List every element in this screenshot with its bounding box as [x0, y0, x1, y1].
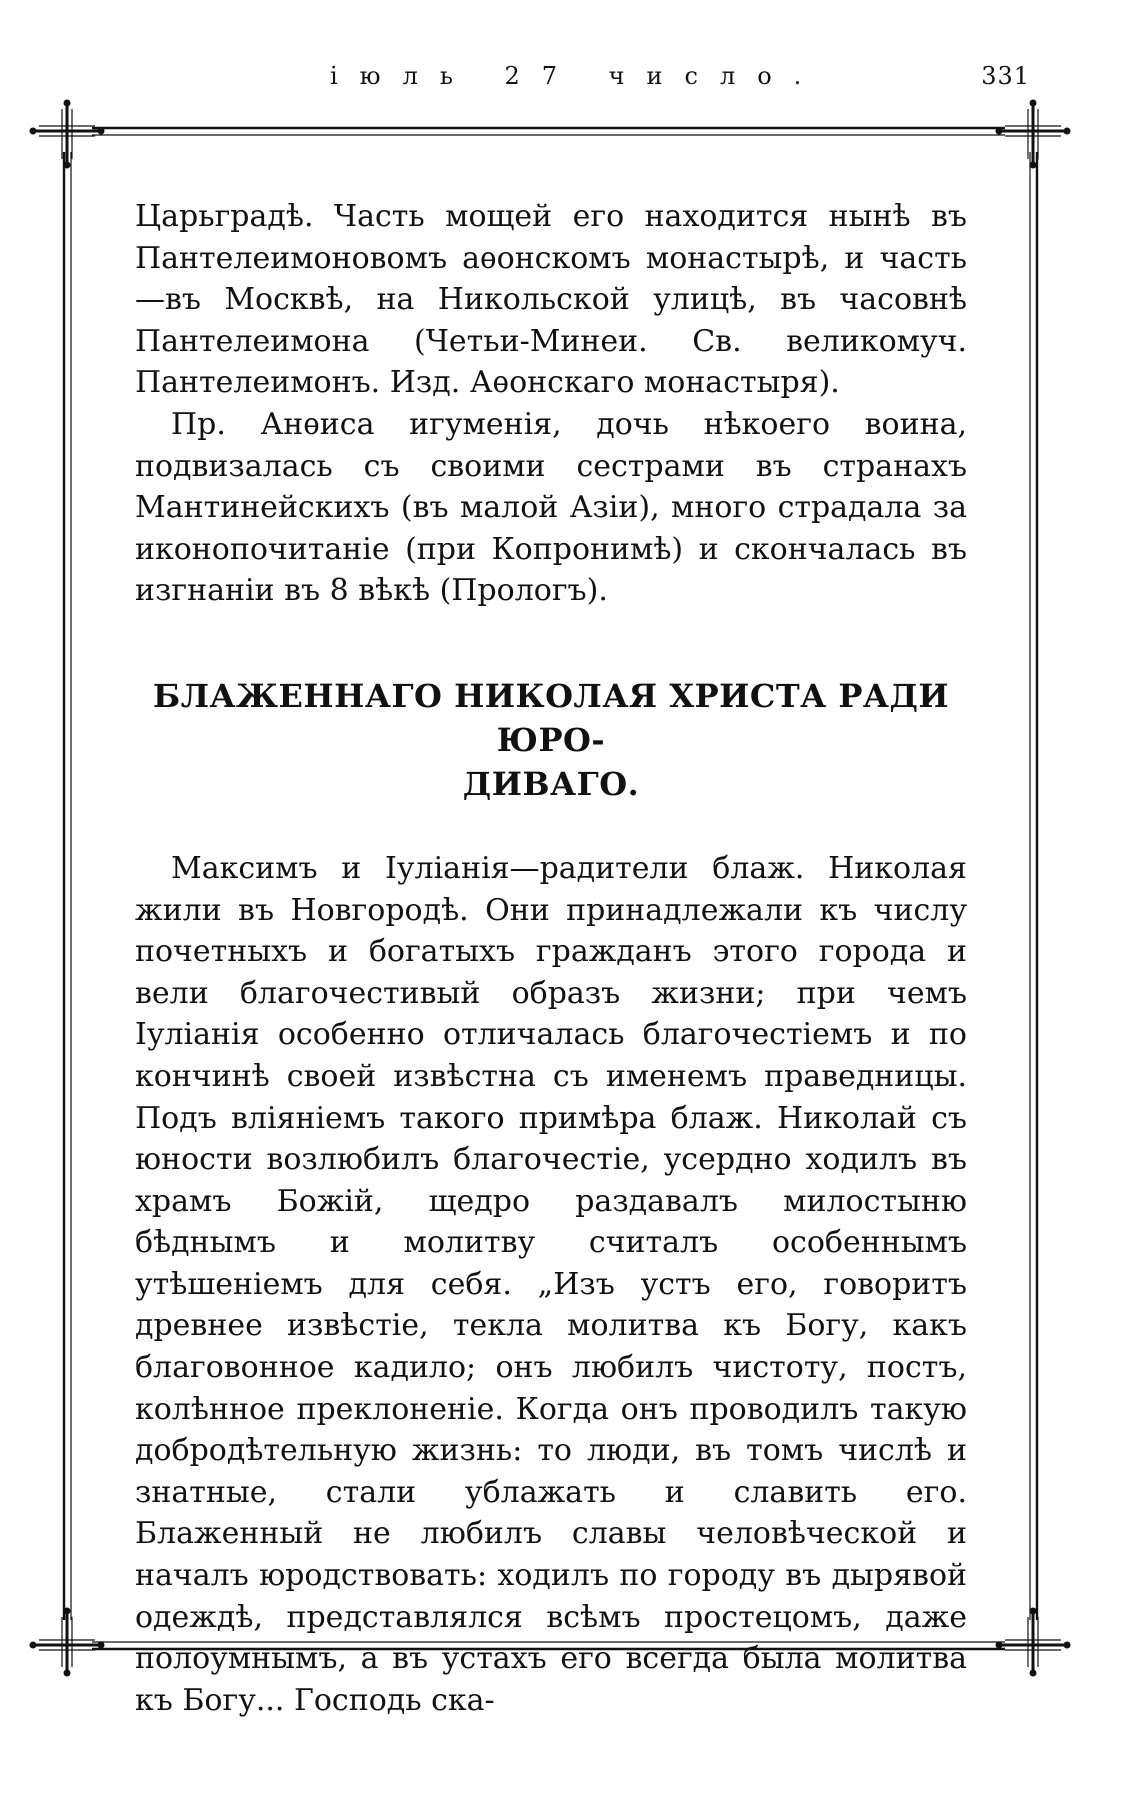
paragraph-nicholas: Максимъ и Іуліанія—радители блаж. Николая жили въ Новгородѣ. Они принадлежали къ числу почетныхъ и богатыхъ гражданъ этого города и вели благочестивый образъ жизни; при чемъ Іуліанія особенно отличалась благочестіемъ и по кончинѣ своей извѣстна съ именемъ праведницы. Подъ вліяніемъ такого примѣра блаж. Николай съ юности возлюбилъ благочестіе, усердно ходилъ въ храмъ Божій, щедро раздавалъ милостыню бѣднымъ и молитву считалъ особеннымъ утѣшеніемъ для себя. „Изъ устъ его, говоритъ древнее извѣстіе, текла молитва къ Богу, какъ благовонное кадило; онъ любилъ чистоту, постъ, колѣнное преклоненіе. Когда онъ проводилъ такую добродѣтельную жизнь: то люди, въ томъ числѣ и знатные, стали ублажать и славить его. Блаженный не любилъ славы человѣческой и началъ юродствовать: ходилъ по городу въ дырявой одеждѣ, представлялся всѣмъ простецомъ, даже полоумнымъ, а въ устахъ его всегда была молитва къ Богу... Господь ска- [135, 850, 967, 1718]
corner-ornament-bottom-right-icon [996, 1608, 1071, 1677]
section-heading [135, 674, 967, 806]
section-heading-line-2: ДИВАГО. [462, 764, 640, 803]
corner-ornament-top-left-icon [30, 100, 105, 169]
paragraph-anthusa: Пр. Анѳиса игуменія, дочь нѣкоего воина, подвизалась съ своими сестрами въ странахъ Мантинейскихъ (въ малой Азіи), много страдала за иконопочитаніе (при Копронимѣ) и скончалась въ изгнаніи въ 8 вѣкѣ (Прологъ). [135, 406, 967, 609]
page-body [135, 196, 967, 1721]
page-number: 331 [981, 62, 1030, 90]
header-title: іюль 27 число. [330, 62, 824, 90]
paragraph-continuation: Царьградѣ. Часть мощей его находится нынѣ въ Пантелеимоновомъ аѳонскомъ монастырѣ, и часть—въ Москвѣ, на Никольской улицѣ, въ часовнѣ Пантелеимона (Четьи-Минеи. Св. великомуч. Пантелеимонъ. Изд. Аѳонскаго монастыря). [135, 199, 967, 401]
corner-ornament-top-right-icon [996, 100, 1071, 169]
section-heading-line-1: БЛАЖЕННАГО НИКОЛАЯ ХРИСТА РАДИ ЮРО- [152, 676, 950, 759]
